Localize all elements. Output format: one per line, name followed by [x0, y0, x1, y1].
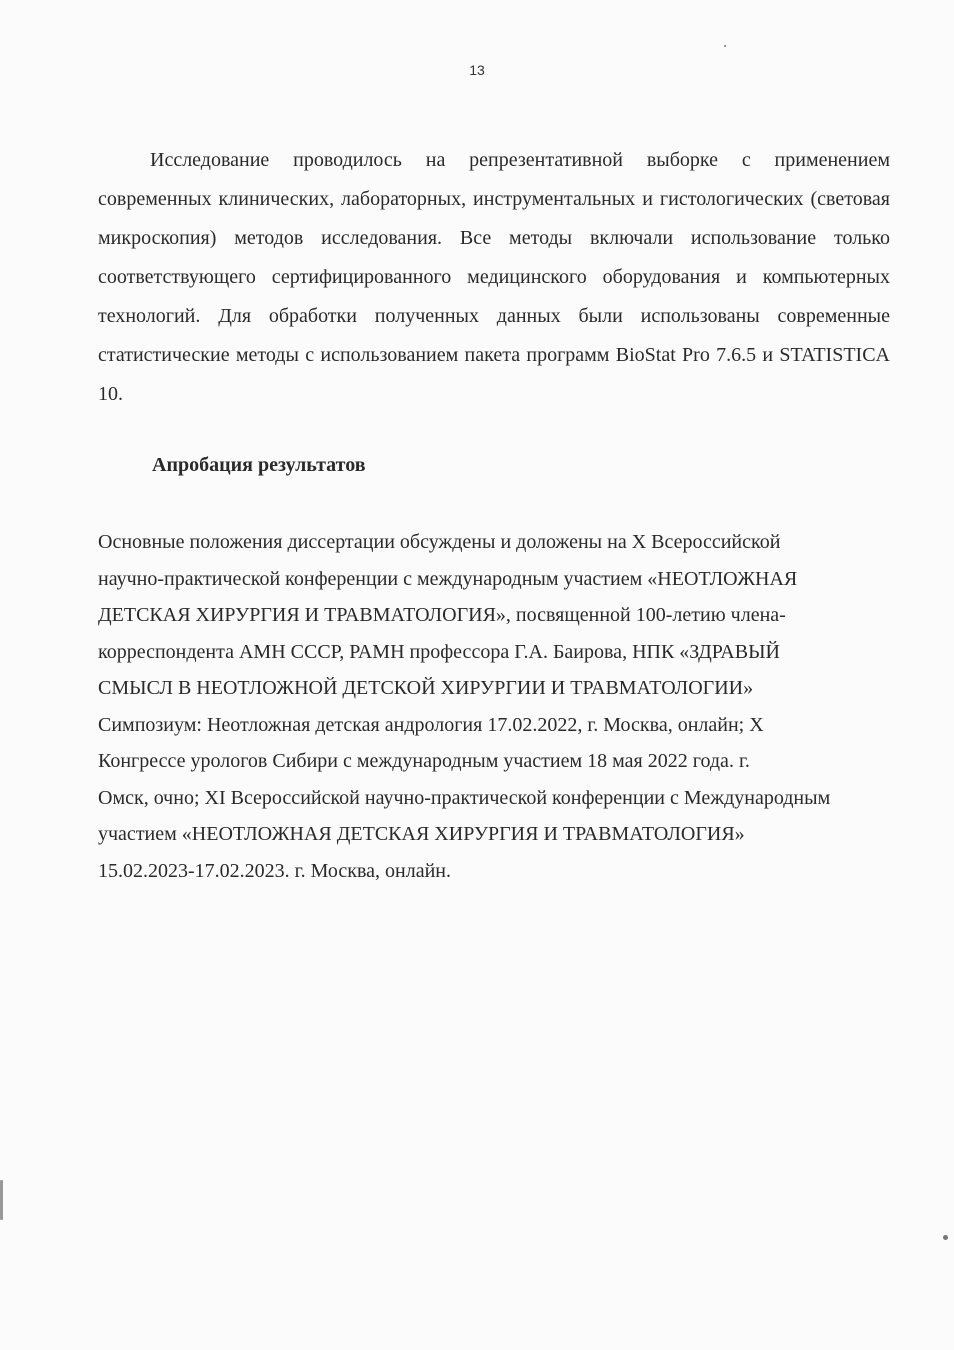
- methods-paragraph: Исследование проводилось на репрезентативной выборке с применением современных клинических, лабораторных, инструментальных и гистологических (световая микроскопия) методов исследования. Все методы включали использование только соответствующего сертифицированного медицинского оборудования и компьютерных технологий. Для обработки полученных данных были использованы современные статистические методы с использованием пакета программ BioStat Pro 7.6.5 и STATISTICA 10.: [98, 149, 890, 405]
- page-number: 13: [469, 62, 485, 78]
- approbation-line: ДЕТСКАЯ ХИРУРГИЯ И ТРАВМАТОЛОГИЯ», посвященной 100-летию члена-: [98, 604, 786, 626]
- approbation-line: корреспондента АМН СССР, РАМН профессора Г.А. Баирова, НПК «ЗДРАВЫЙ: [98, 640, 780, 663]
- scan-speck: [943, 1235, 948, 1240]
- approbation-line: Основные положения диссертации обсуждены и доложены на X Всероссийской: [98, 531, 781, 553]
- approbation-paragraph: [98, 524, 898, 889]
- approbation-heading: Апробация результатов: [152, 454, 366, 476]
- approbation-line: 15.02.2023-17.02.2023. г. Москва, онлайн.: [98, 859, 452, 882]
- scan-speck: [724, 45, 726, 47]
- scan-edge-mark: [0, 1180, 3, 1220]
- approbation-line: научно-практической конференции с международным участием «НЕОТЛОЖНАЯ: [98, 567, 798, 590]
- approbation-line: Конгрессе урологов Сибири с международным участием 18 мая 2022 года. г.: [98, 750, 750, 772]
- approbation-line: СМЫСЛ В НЕОТЛОЖНОЙ ДЕТСКОЙ ХИРУРГИИ И ТРАВМАТОЛОГИИ»: [98, 677, 754, 699]
- approbation-line: Симпозиум: Неотложная детская андрология 17.02.2022, г. Москва, онлайн; X: [98, 713, 764, 736]
- approbation-line: участием «НЕОТЛОЖНАЯ ДЕТСКАЯ ХИРУРГИЯ И ТРАВМАТОЛОГИЯ»: [98, 823, 745, 845]
- approbation-line: Омск, очно; XI Всероссийской научно-практической конференции с Международным: [98, 786, 831, 809]
